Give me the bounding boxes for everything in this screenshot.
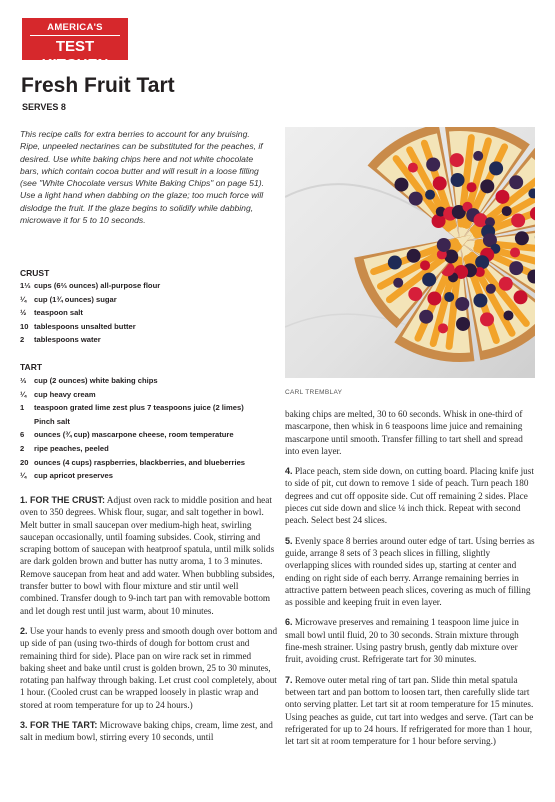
tart-heading: TART [20,362,43,372]
brand-rule [30,35,120,36]
step-2: 2. Use your hands to evenly press and smooth dough over bottom and up side of pan (using two-thirds of dough for bottom crust and remaining third for side). Place pan on wire rack set in rimmed baking sheet and bake until crust is golden brown, 25 to 30 minutes, rotating pan halfway through baking. Let crust cool completely, about 1 hour. (Cooled crust can be wrapped loosely in plastic wrap and stored at room temperature for up to 24 hours.) [20,625,278,710]
tart-ingredient-list [20,374,282,483]
ingredient-row: Pinch salt [34,416,70,426]
ingredient-row: ¼ cup heavy cream [20,389,96,399]
ingredient-row: ¼ cup (1¾ ounces) sugar [20,294,117,304]
step-4: 4. Place peach, stem side down, on cutting board. Placing knife just to side of pit, cut down to remove 1 side of peach. Turn peach 180 degrees and cut off opposite side. Cut off remaining 2 sides. Place pieces cut side down and slice ¼ inch thick. Repeat with second peach. Select best 24 slices. [285,466,534,526]
step-6: 6. Microwave preserves and remaining 1 teaspoon lime juice in small bowl until fluid, 20 to 30 seconds. Strain mixture through fine-mesh strainer. Using pastry brush, gently dab mixture over fruit, avoiding crust. Refrigerate tart for 30 minutes. [285,617,519,665]
recipe-serves: SERVES 8 [22,102,66,112]
ingredient-row: 10 tablespoons unsalted butter [20,321,136,331]
crust-heading: CRUST [20,268,50,278]
ingredient-row: 1⅓ cups (6⅔ ounces) all-purpose flour [20,281,161,290]
steps-right-column [285,408,535,755]
brand-line-2: TEST KITCHEN [41,38,109,73]
photo-credit: CARL TREMBLAY [285,389,343,396]
ingredient-row: ½ teaspoon salt [20,308,83,318]
recipe-intro: This recipe calls for extra berries to account for any bruising. Ripe, unpeeled nectarines can be substituted for the peaches, if desired. Use white baking chips here and not white chocolate bars, which contain cocoa butter and will result in a loose filling (see "White Chocolate versus White Baking Chips" on page 51). Use a light hand when dabbing on the glaze; too much force will dislodge the fruit. If the glaze begins to solidify while dabbing, microwave it for 5 to 10 seconds. [20,129,264,226]
step-1: 1. FOR THE CRUST: Adjust oven rack to middle position and heat oven to 350 degrees. Whisk flour, sugar, and salt together in bowl. Melt butter in small saucepan over medium-high heat, swirling saucepan occasionally, until foaming subsides. Cook, stirring and scraping bottom of saucepan with heatproof spatula, until milk solids are dark golden brown and butter has nutty aroma, 1 to 3 minutes. Remove saucepan from heat and add water. When bubbling subsides, transfer butter to bowl with flour mixture and stir until well combined. Transfer dough to 9-inch tart pan with removable bottom and let dough rest until just warm, about 10 minutes. [20,495,275,616]
steps-left-column [20,494,278,752]
ingredient-row: 2 ripe peaches, peeled [20,443,109,453]
recipe-title: Fresh Fruit Tart [21,74,175,97]
fruit-tart-photo [285,127,535,378]
step-7: 7. Remove outer metal ring of tart pan. Slide thin metal spatula between tart and pan bottom to loosen tart, then carefully slide tart onto serving platter. Let tart sit at room temperature for 15 minutes. Using peaches as guide, cut tart into wedges and serve. (Tart can be refrigerated for up to 24 hours. If refrigerated for more than 1 hour, let tart sit at room temperature for 1 hour before serving.) [285,674,534,747]
step-3: 3. FOR THE TART: Microwave baking chips, cream, lime zest, and salt in medium bowl, stirring every 10 seconds, until [20,720,273,743]
ingredient-row: 1 teaspoon grated lime zest plus 7 teaspoons juice (2 limes) [20,403,244,413]
ingredient-row: ⅓ cup (2 ounces) white baking chips [20,376,158,385]
step-3-continued: baking chips are melted, 30 to 60 seconds. Whisk in one-third of mascarpone, then whisk in 6 teaspoons lime juice and remaining mascarpone until smooth. Transfer filling to tart shell and spread into even layer. [285,409,523,456]
ingredient-row: 6 ounces (¾ cup) mascarpone cheese, room temperature [20,430,234,440]
ingredient-row: 2 tablespoons water [20,335,101,345]
brand-logo [22,18,128,73]
brand-line-1: AMERICA'S [47,22,103,33]
crust-ingredient-list [20,279,282,347]
step-5: 5. Evenly space 8 berries around outer edge of tart. Using berries as guide, arrange 8 sets of 3 peach slices in filling, slightly overlapping slices with rounded sides up, starting at center and ending on right side of each berry. Arrange remaining berries in attractive pattern between peach slices, covering as much of filling as possible and keeping fruit in even layer. [285,535,535,608]
ingredient-row: ¼ cup apricot preserves [20,471,113,481]
ingredient-row: 20 ounces (4 cups) raspberries, blackberries, and blueberries [20,457,246,467]
